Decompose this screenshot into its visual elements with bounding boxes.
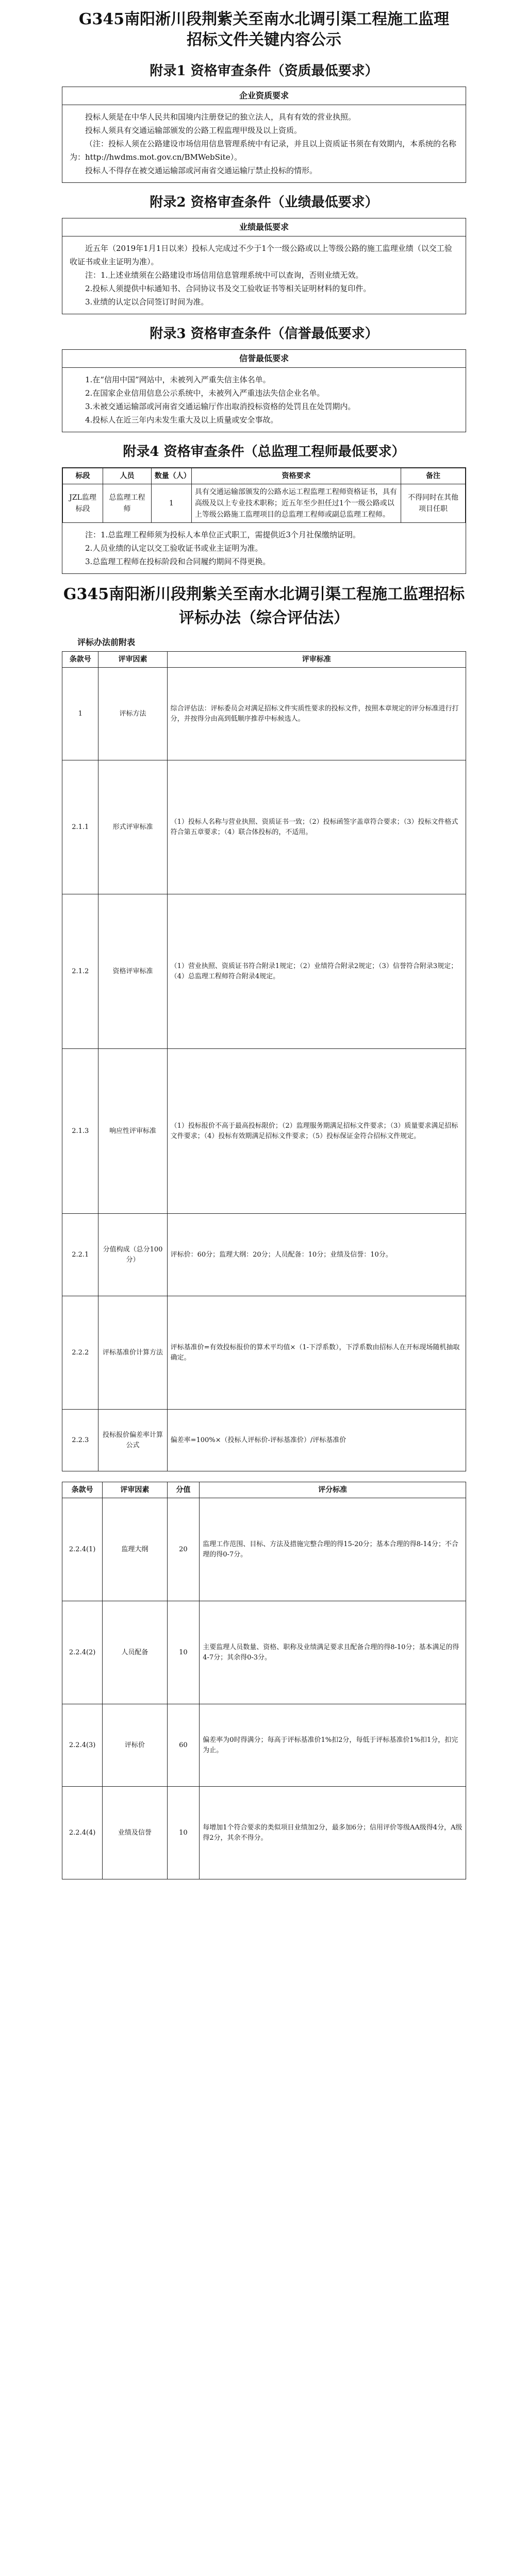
table-row	[62, 1787, 466, 1879]
table-row	[62, 1049, 466, 1214]
appendix3-para: 4.投标人在近三年内未发生重大及以上质量或安全事故。	[85, 415, 278, 425]
table-cell: 资格评审标准	[98, 894, 167, 1049]
table-header-cell: 评审因素	[103, 1482, 167, 1498]
table-cell: 评标基准价=有效投标报价的算术平均值×（1-下浮系数），下浮系数由招标人在开标现场随机抽取确定。	[167, 1296, 466, 1410]
table-row	[62, 1498, 466, 1601]
table-cell: 偏差率=100%×（投标人评标价-评标基准价）/评标基准价	[167, 1410, 466, 1471]
table-header-cell: 条款号	[62, 1482, 103, 1498]
appendix3-body	[62, 368, 466, 432]
table-cell: 60	[167, 1704, 200, 1787]
document-subtitle: 招标文件关键内容公示	[187, 31, 341, 49]
appendix4-title: 附录4 资格审查条件（总监理工程师最低要求）	[123, 444, 405, 460]
table-header-cell: 评审因素	[98, 652, 167, 668]
appendix1-title: 附录1 资格审查条件（资质最低要求）	[150, 63, 378, 79]
table-cell: 响应性评审标准	[98, 1049, 167, 1214]
table-cell: 评标价：60分；监理大纲：20分；人员配备：10分；业绩及信誉：10分。	[167, 1214, 466, 1296]
table-cell: （1）营业执照、资质证书符合附录1规定；（2）业绩符合附录2规定；（3）信誉符合附录3规定；（4）总监理工程师符合附录4规定。	[167, 894, 466, 1049]
table-header-cell: 评审标准	[167, 652, 466, 668]
scoring-table	[62, 1482, 466, 1879]
table-cell: 2.2.4(2)	[62, 1601, 103, 1704]
table-row	[62, 760, 466, 894]
table-cell: 具有交通运输部颁发的公路水运工程监理工程师资格证书，具有高级及以上专业技术职称；近五年至少担任过1个一级公路或以上等级公路施工监理项目的总监理工程师或副总监理工程师。	[191, 484, 401, 523]
table-cell: 主要监理人员数量、资格、职称及业绩满足要求且配备合理的得8-10分；基本满足的得4-7分；其余得0-3分。	[200, 1601, 466, 1704]
table-row	[62, 1601, 466, 1704]
method-table	[62, 651, 466, 1471]
table-cell: 2.2.1	[62, 1214, 98, 1296]
table-cell: 综合评估法：评标委员会对满足招标文件实质性要求的投标文件，按照本章规定的评分标准进行打分，并按得分由高到低顺序推荐中标候选人。	[167, 668, 466, 760]
table-row	[63, 484, 466, 523]
appendix4-note: 3.总监理工程师在投标阶段和合同履约期间不得更换。	[85, 557, 271, 566]
appendix2-para: 注：1.上述业绩须在公路建设市场信用信息管理系统中可以查询，否则业绩无效。	[85, 270, 364, 280]
table-header-cell: 人员	[103, 468, 152, 484]
table-header-cell: 数量（人）	[151, 468, 191, 484]
table-cell: JZL监理标段	[63, 484, 103, 523]
appendix1-body	[62, 105, 466, 182]
appendix2-box	[62, 218, 466, 314]
table-row	[62, 1214, 466, 1296]
table-cell: 20	[167, 1498, 200, 1601]
appendix4-box	[62, 467, 466, 574]
appendix1-box	[62, 87, 466, 183]
appendix2-body	[62, 236, 466, 314]
table-row	[62, 1410, 466, 1471]
appendix3-title: 附录3 资格审查条件（信誉最低要求）	[150, 326, 378, 342]
table-cell: 2.1.3	[62, 1049, 98, 1214]
appendix1-box-head: 企业资质要求	[62, 87, 466, 105]
table-header-cell: 评分标准	[200, 1482, 466, 1498]
table-cell: 评标价	[103, 1704, 167, 1787]
appendix4-notes	[62, 523, 466, 573]
table-cell: 业绩及信誉	[103, 1787, 167, 1879]
appendix4-note: 注：1.总监理工程师须为投标人本单位正式职工，需提供近3个月社保缴纳证明。	[85, 530, 360, 539]
table-header-cell: 标段	[63, 468, 103, 484]
appendix3-box-head: 信誉最低要求	[62, 350, 466, 368]
method-subtitle: 评标办法（综合评估法）	[179, 609, 349, 627]
table-cell: 1	[62, 668, 98, 760]
table-row	[62, 1704, 466, 1787]
appendix1-para: （注：投标人须在公路建设市场信用信息管理系统中有记录，并且以上资质证书须在有效期内，本系统的名称为：http://hwdms.mot.gov.cn/BMWebSite）。	[70, 139, 457, 162]
document-title: G345南阳淅川段荆紫关至南水北调引渠工程施工监理	[78, 10, 450, 28]
appendix3-para: 2.在国家企业信用信息公示系统中，未被列入严重违法失信企业名单。	[85, 388, 325, 398]
table-cell: 监理大纲	[103, 1498, 167, 1601]
table-cell: 评标基准价计算方法	[98, 1296, 167, 1410]
table-cell: 2.2.3	[62, 1410, 98, 1471]
appendix2-para: 近五年（2019年1月1日以来）投标人完成过不少于1个一级公路或以上等级公路的施工监理业绩（以交工验收证书或业主证明为准）。	[70, 244, 452, 266]
table-header-cell: 条款号	[62, 652, 98, 668]
table-cell: 2.2.2	[62, 1296, 98, 1410]
appendix2-box-head: 业绩最低要求	[62, 218, 466, 236]
appendix2-title: 附录2 资格审查条件（业绩最低要求）	[150, 195, 378, 210]
table-row	[62, 1296, 466, 1410]
table-cell: 10	[167, 1787, 200, 1879]
appendix1-para: 投标人须是在中华人民共和国境内注册登记的独立法人，具有有效的营业执照。	[85, 112, 356, 122]
method-title: G345南阳淅川段荆紫关至南水北调引渠工程施工监理招标	[63, 585, 465, 603]
table-cell: （1）投标报价不高于最高投标限价；（2）监理服务期满足招标文件要求；（3）质量要求满足招标文件要求；（4）投标有效期满足招标文件要求；（5）投标保证金符合招标文件规定。	[167, 1049, 466, 1214]
table-header-cell: 备注	[401, 468, 466, 484]
table-cell: 2.1.1	[62, 760, 98, 894]
table-cell: 偏差率为0时得满分；每高于评标基准价1%扣2分，每低于评标基准价1%扣1分，扣完为止。	[200, 1704, 466, 1787]
table-header-row	[62, 1482, 466, 1498]
table-cell: 2.2.4(4)	[62, 1787, 103, 1879]
appendix3-para: 1.在“信用中国”网站中，未被列入严重失信主体名单。	[85, 375, 271, 384]
appendix2-para: 2.投标人须提供中标通知书、合同协议书及交工验收证书等相关证明材料的复印件。	[85, 284, 371, 293]
table-cell: 投标报价偏差率计算公式	[98, 1410, 167, 1471]
appendix2-para: 3.业绩的认定以合同签订时间为准。	[85, 297, 209, 307]
appendix3-para: 3.未被交通运输部或河南省交通运输厅作出取消投标资格的处罚且在处罚期内。	[85, 402, 356, 411]
table-cell: 分值构成（总分100分）	[98, 1214, 167, 1296]
table-cell: 2.1.2	[62, 894, 98, 1049]
appendix4-table	[62, 468, 466, 523]
table-row	[62, 894, 466, 1049]
table-cell: 总监理工程师	[103, 484, 152, 523]
table-header-cell: 资格要求	[191, 468, 401, 484]
appendix1-para: 投标人不得存在被交通运输部或河南省交通运输厅禁止投标的情形。	[85, 166, 318, 175]
table-cell: 评标方法	[98, 668, 167, 760]
table-header-row	[63, 468, 466, 484]
table-header-row	[62, 652, 466, 668]
method-table-caption: 评标办法前附表	[77, 637, 136, 647]
appendix1-para: 投标人须具有交通运输部颁发的公路工程监理甲级及以上资质。	[85, 126, 302, 135]
table-header-cell: 分值	[167, 1482, 200, 1498]
table-cell: （1）投标人名称与营业执照、资质证书一致；（2）投标函签字盖章符合要求；（3）投标文件格式符合第五章要求；（4）联合体投标的，不适用。	[167, 760, 466, 894]
table-cell: 形式评审标准	[98, 760, 167, 894]
table-cell: 每增加1个符合要求的类似项目业绩加2分，最多加6分；信用评价等级AA级得4分，A级得2分，其余不得分。	[200, 1787, 466, 1879]
table-cell: 10	[167, 1601, 200, 1704]
table-cell: 1	[151, 484, 191, 523]
table-cell: 2.2.4(3)	[62, 1704, 103, 1787]
appendix3-box	[62, 349, 466, 432]
table-cell: 人员配备	[103, 1601, 167, 1704]
table-cell: 不得同时在其他项目任职	[401, 484, 466, 523]
appendix4-note: 2.人员业绩的认定以交工验收证书或业主证明为准。	[85, 544, 263, 553]
table-cell: 2.2.4(1)	[62, 1498, 103, 1601]
table-row	[62, 668, 466, 760]
table-cell: 监理工作范围、目标、方法及措施完整合理的得15-20分；基本合理的得8-14分；不合理的得0-7分。	[200, 1498, 466, 1601]
